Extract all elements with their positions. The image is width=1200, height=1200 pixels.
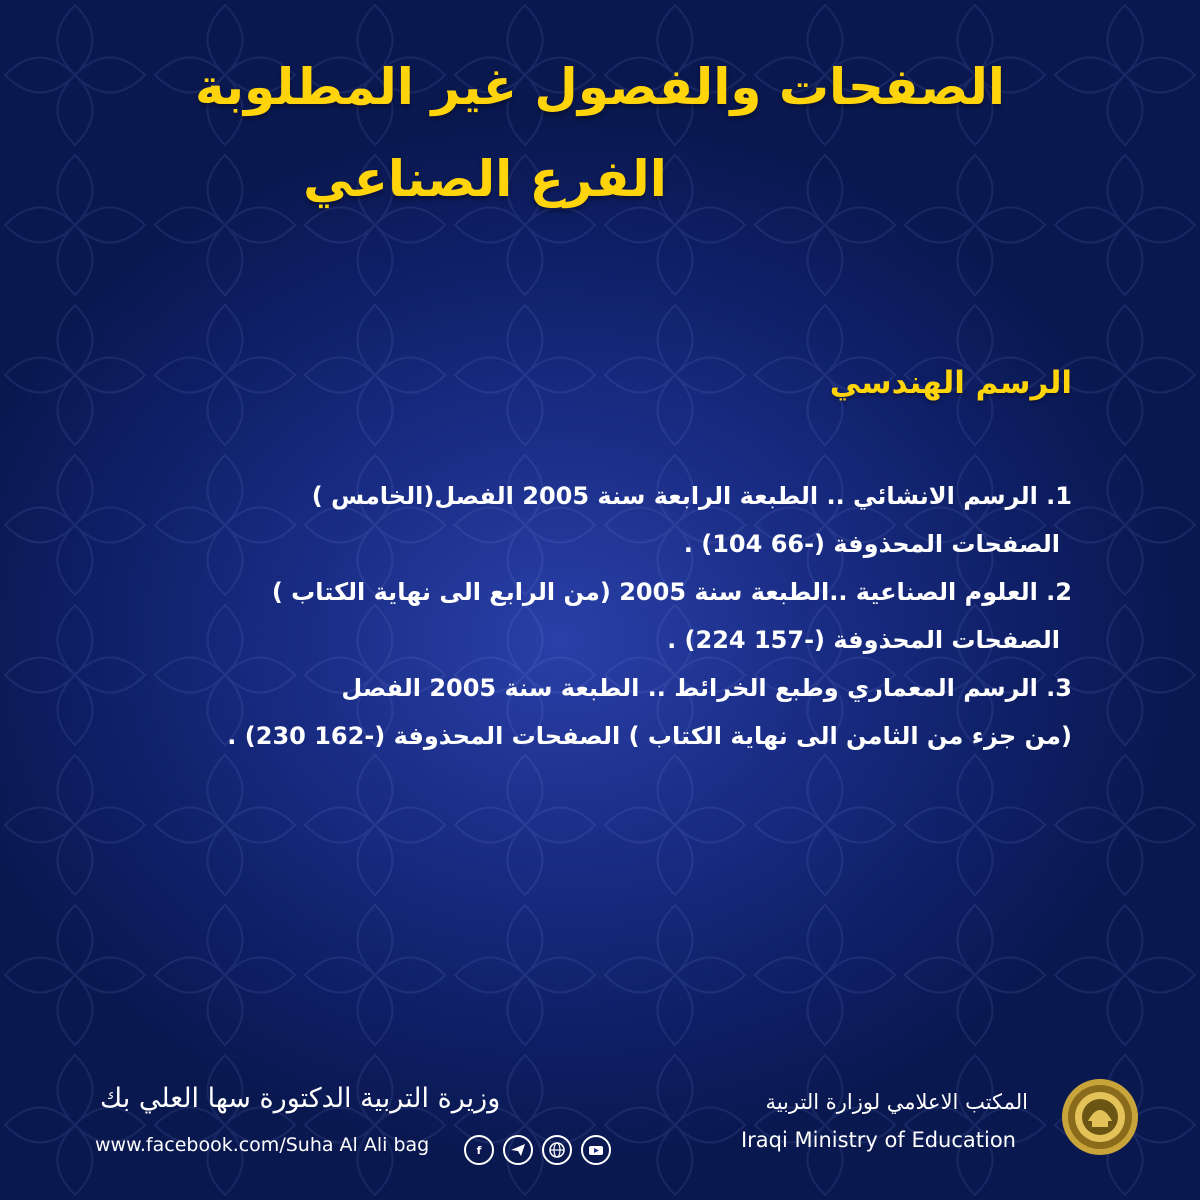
page-title: الصفحات والفصول غير المطلوبة — [194, 58, 1006, 116]
media-office-label: المكتب الاعلامي لوزارة التربية — [765, 1090, 1028, 1114]
list-item-2-line1: 2. العلوم الصناعية ..الطبعة سنة 2005 (من الرابع الى نهاية الكتاب ) — [271, 578, 1072, 606]
list-item-1-line2: الصفحات المحذوفة (-66 104) . — [683, 530, 1060, 558]
social-icons — [464, 1135, 611, 1165]
list-item-3-line2: (من جزء من الثامن الى نهاية الكتاب ) الصفحات المحذوفة (-162 230) . — [227, 722, 1072, 750]
facebook-url[interactable]: www.facebook.com/Suha Al Ali bag — [95, 1134, 430, 1156]
telegram-icon[interactable] — [503, 1135, 533, 1165]
ministry-name-english: Iraqi Ministry of Education — [740, 1128, 1016, 1152]
minister-slogan: وزيرة التربية الدكتورة سها العلي بك — [100, 1083, 501, 1114]
page-subtitle: الفرع الصناعي — [303, 150, 667, 208]
list-item-3-line1: 3. الرسم المعماري وطبع الخرائط .. الطبعة سنة 2005 الفصل — [341, 674, 1072, 702]
facebook-icon[interactable]: f — [464, 1135, 494, 1165]
list-item-1-line1: 1. الرسم الانشائي .. الطبعة الرابعة سنة 2005 الفصل(الخامس ) — [311, 482, 1072, 510]
list-item-2-line2: الصفحات المحذوفة (-157 224) . — [667, 626, 1060, 654]
website-icon[interactable] — [542, 1135, 572, 1165]
section-heading: الرسم الهندسي — [829, 365, 1072, 401]
item-list — [112, 472, 1072, 760]
youtube-icon[interactable] — [581, 1135, 611, 1165]
ministry-emblem-icon — [1060, 1077, 1140, 1157]
